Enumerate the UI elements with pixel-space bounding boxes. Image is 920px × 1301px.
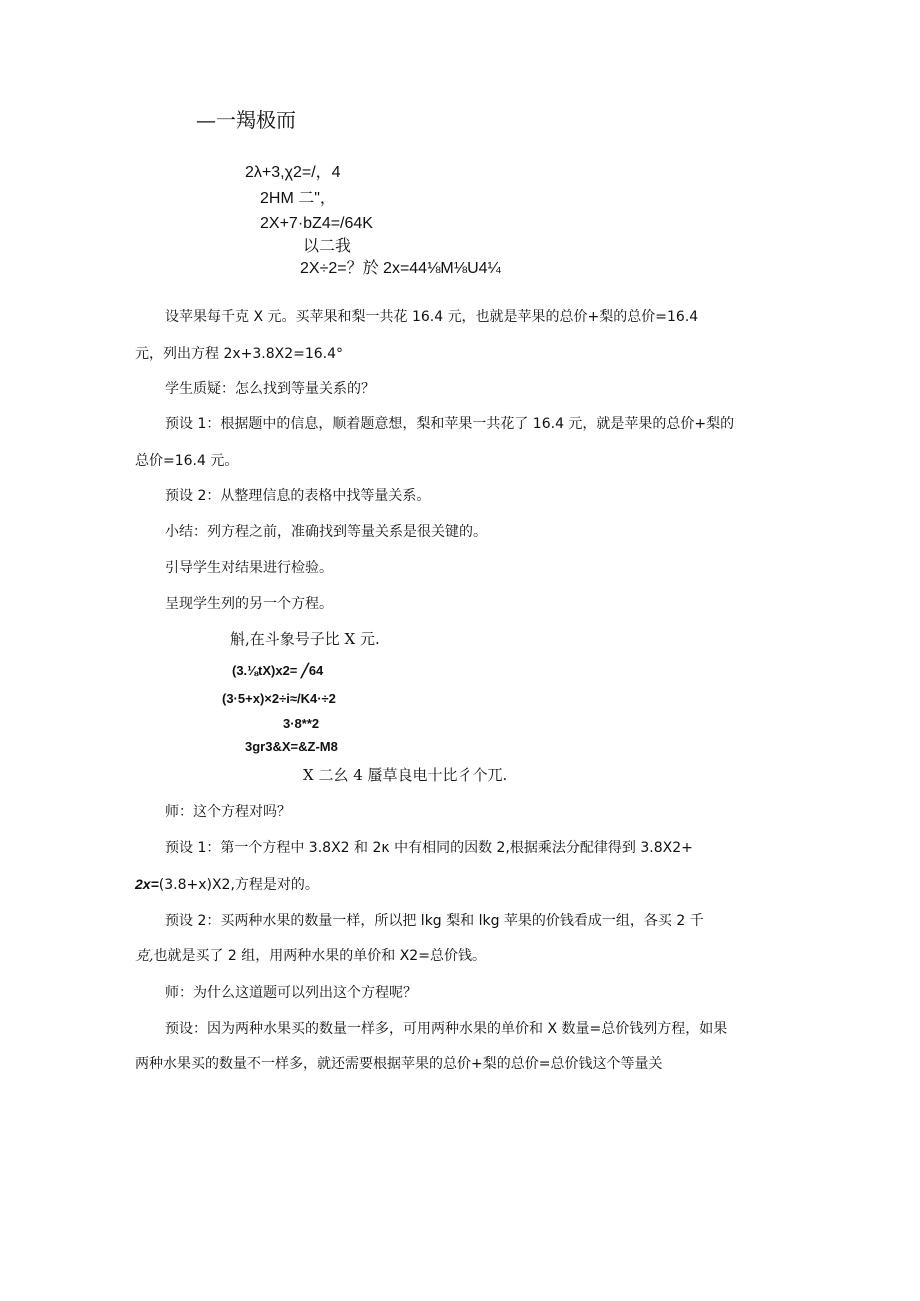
paragraph-1-line-2: 元，列出方程 2x+3.8X2=16.4°	[135, 346, 344, 362]
paragraph-12-line-2: 两种水果买的数量不一样多，就还需要根据苹果的总价+梨的总价=总价钱这个等量关	[135, 1056, 663, 1072]
handwritten-equation-1: 2λ+3,χ2=/，4	[245, 164, 341, 181]
paragraph-1-line-1: 设苹果每千克 X 元。买苹果和梨一共花 16.4 元，也就是苹果的总价+梨的总价=16.4	[165, 309, 699, 325]
paragraph-10-italic: 克,	[135, 948, 154, 964]
paragraph-12-line-1: 预设：因为两种水果买的数量一样多，可用两种水果的单价和 X 数量=总价钱列方程，如果	[165, 1021, 728, 1037]
paragraph-10-line-1: 预设 2：买两种水果的数量一样，所以把 lkg 梨和 lkg 苹果的价钱看成一组，各买 2 千	[165, 913, 704, 929]
handwritten-solution-3: (3·5+x)×2÷i≈/K4·÷2	[222, 691, 336, 706]
paragraph-9-line-2	[135, 875, 319, 894]
handwritten-equation-4: 以二我	[303, 238, 352, 255]
handwritten-equation-3: 2X+7·bZ4=/64K	[260, 215, 373, 232]
paragraph-9-line-1: 预设 1：第一个方程中 3.8X2 和 2κ 中有相同的因数 2,根据乘法分配律得到 3.8X2+	[165, 840, 693, 856]
handwritten-solution-2: (3.⅛tX)x2= ╱64	[232, 663, 324, 678]
paragraph-9-bold: 2x=	[135, 876, 159, 892]
paragraph-7: 呈现学生列的另一个方程。	[165, 596, 333, 612]
handwritten-equation-5: 2X÷2=？於 2x=44⅛M⅛U4¼	[300, 260, 501, 277]
handwritten-solution-6: X 二幺 4 蜃草良电十比彳个兀.	[303, 766, 508, 784]
handwritten-solution-4: 3·8**2	[283, 716, 320, 731]
handwritten-solution-1: 斛,在斗象号子比 X 元.	[230, 630, 380, 648]
paragraph-10-line-2	[135, 947, 486, 965]
paragraph-2: 学生质疑：怎么找到等量关系的？	[165, 381, 375, 397]
handwritten-heading: —一羯极而	[196, 108, 296, 132]
paragraph-6: 引导学生对结果进行检验。	[165, 560, 333, 576]
paragraph-5: 小结：列方程之前，准确找到等量关系是很关键的。	[165, 524, 487, 540]
paragraph-4: 预设 2：从整理信息的表格中找等量关系。	[165, 488, 431, 504]
paragraph-11: 师：为什么这道题可以列出这个方程呢？	[165, 985, 417, 1001]
paragraph-3-line-1: 预设 1：根据题中的信息，顺着题意想，梨和苹果一共花了 16.4 元，就是苹果的总价+梨的	[165, 416, 735, 432]
paragraph-9-rest: (3.8+x)X2,方程是对的。	[158, 877, 319, 893]
paragraph-3-line-2: 总价=16.4 元。	[135, 453, 239, 469]
handwritten-equation-2: 2HM 二"，	[260, 190, 336, 207]
handwritten-solution-5: 3gr3&X=&Z-M8	[245, 739, 338, 754]
paragraph-10-rest: 也就是买了 2 组，用两种水果的单价和 X2=总价钱。	[153, 948, 486, 964]
paragraph-8: 师：这个方程对吗？	[165, 804, 291, 820]
